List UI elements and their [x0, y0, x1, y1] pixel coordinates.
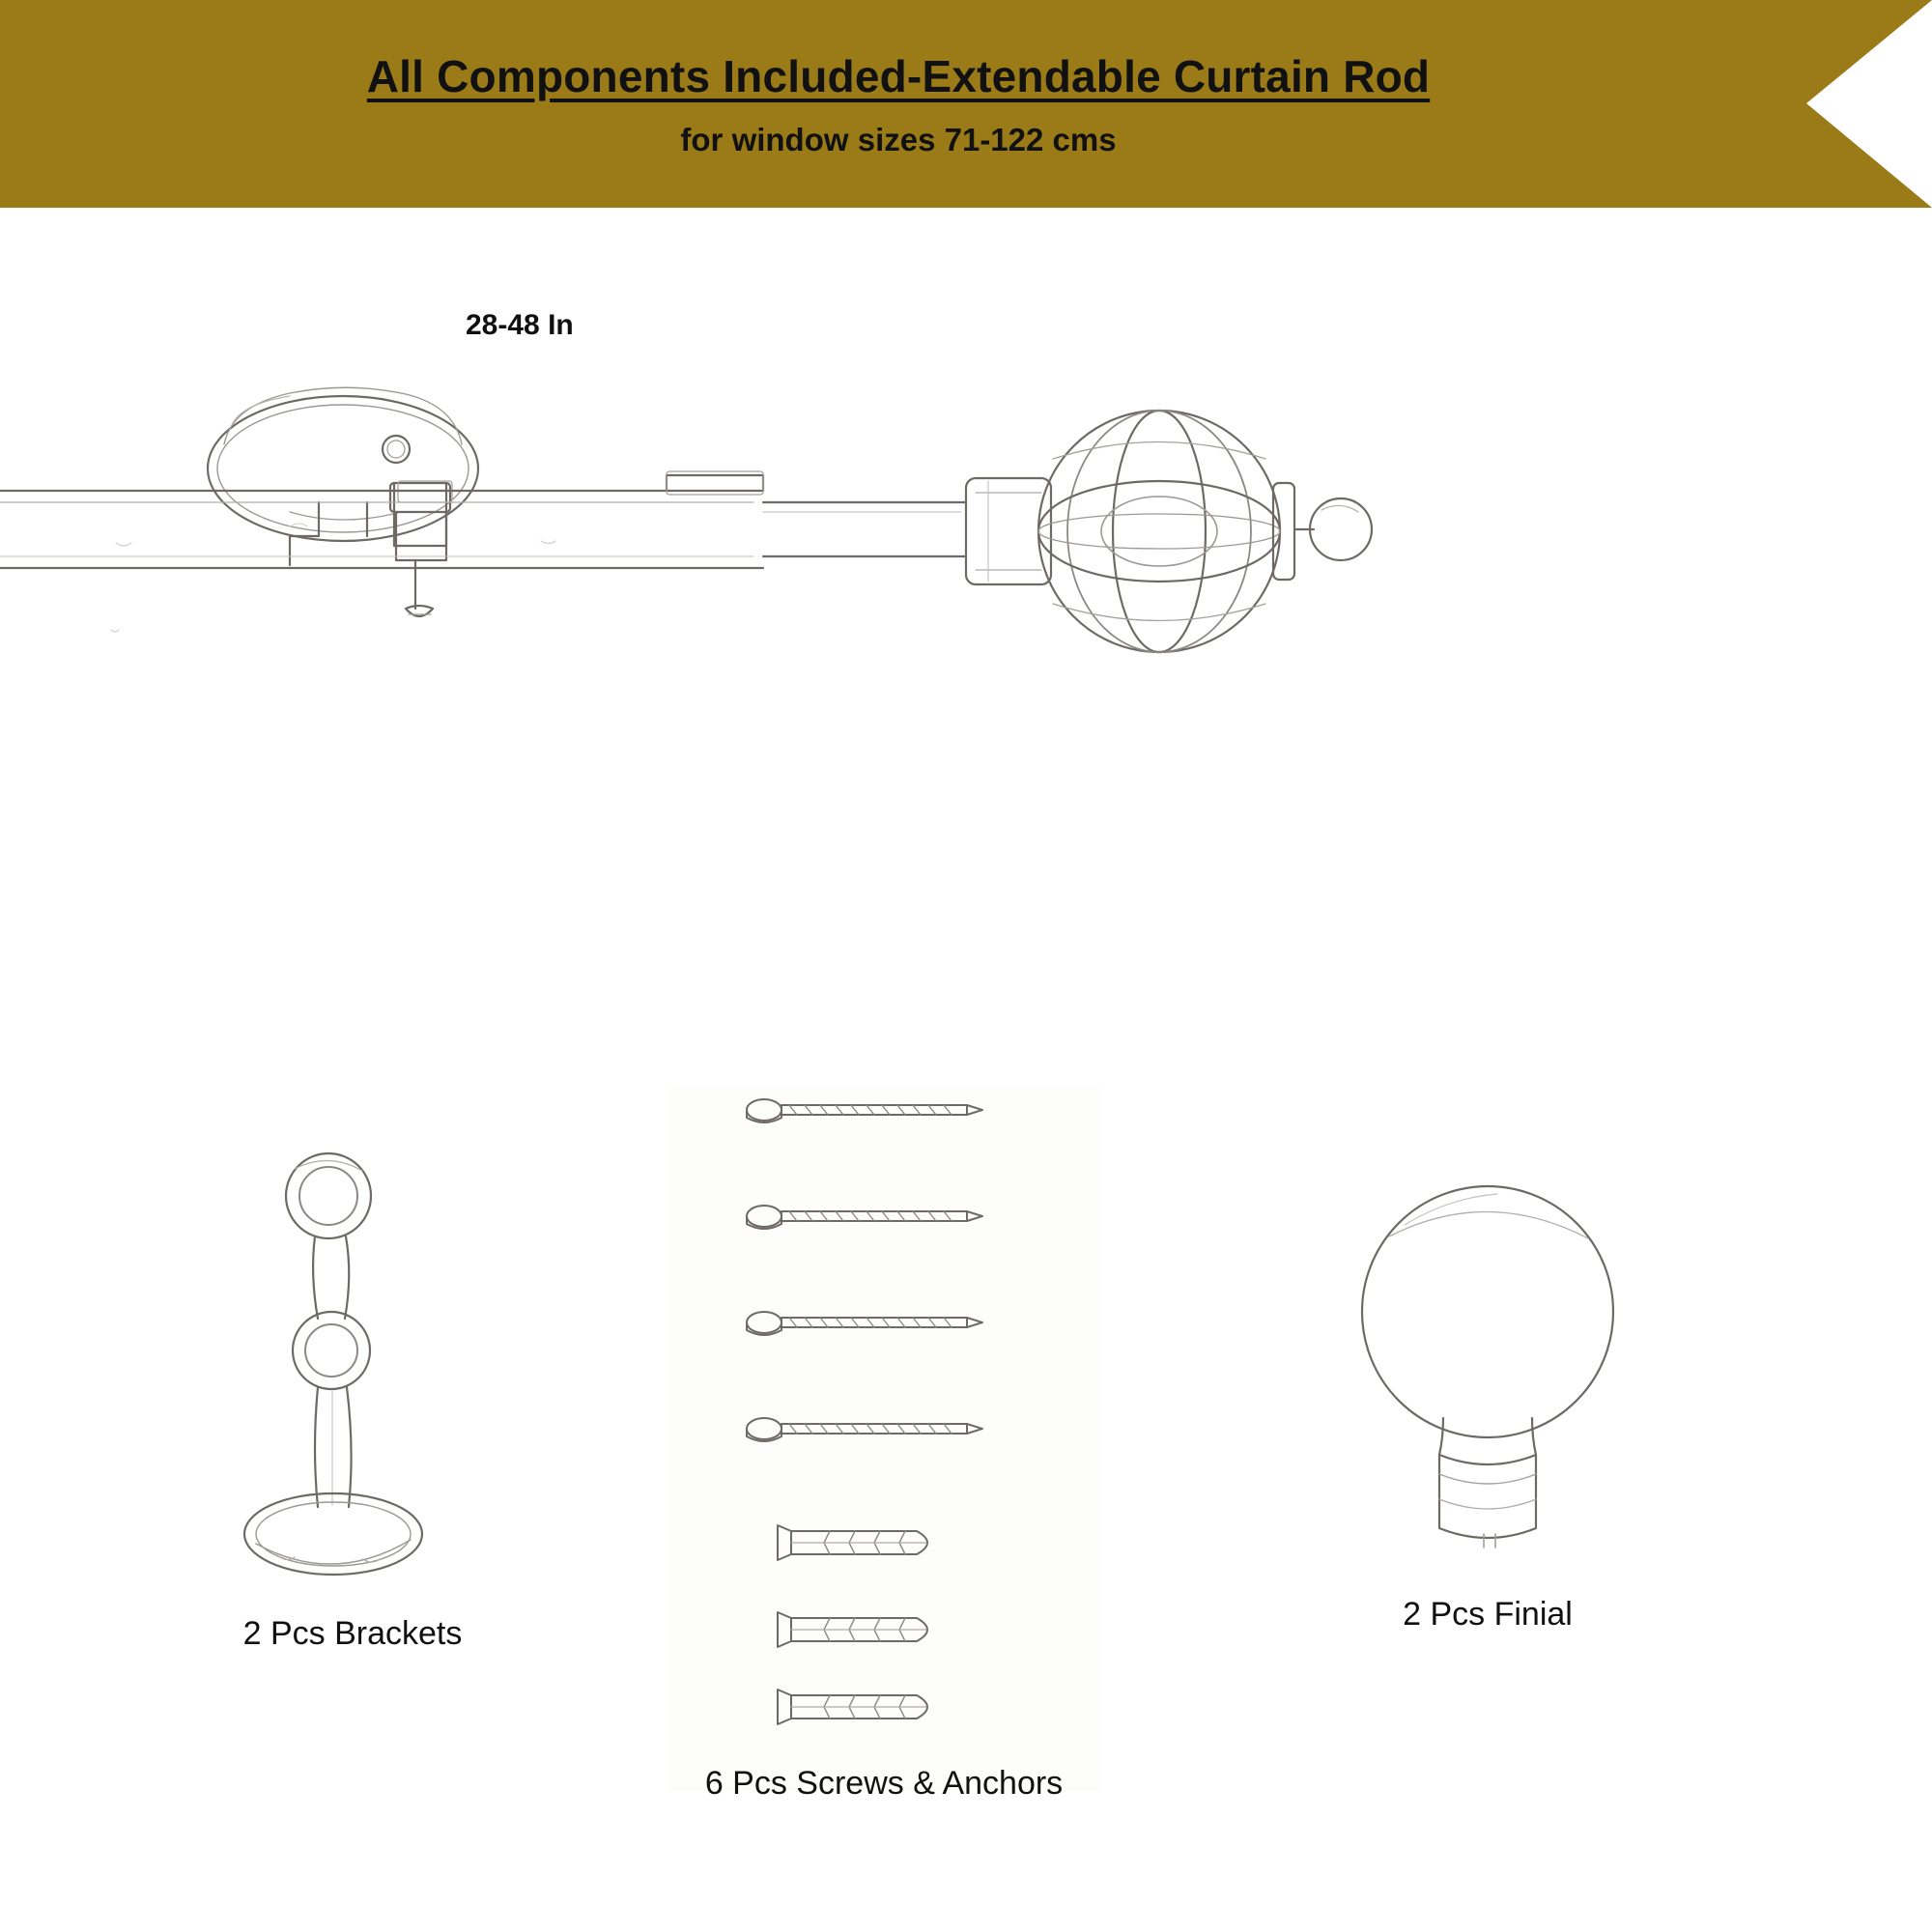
header-banner — [0, 0, 1932, 208]
curtain-rod-bracket-icon — [217, 1150, 488, 1604]
part-finial-caption: 2 Pcs Finial — [1403, 1596, 1573, 1633]
cage-ball-finial — [1038, 411, 1280, 652]
curtain-rod-illustration — [0, 367, 1662, 850]
part-brackets-caption: 2 Pcs Brackets — [242, 1615, 463, 1652]
bracket-clamp — [390, 481, 452, 560]
part-screws-caption: 6 Pcs Screws & Anchors — [704, 1765, 1064, 1802]
finial-tip — [1273, 483, 1372, 580]
inner-rod-tube — [763, 502, 966, 556]
page-subtitle: for window sizes 71-122 cms — [680, 121, 1117, 157]
part-screws-anchors — [667, 1087, 1101, 1804]
ball-finial-icon — [1343, 1169, 1633, 1584]
included-parts-section — [0, 1053, 1932, 1903]
part-finial — [1275, 1169, 1700, 1635]
page-title: All Components Included-Extendable Curtain Rod — [366, 50, 1431, 101]
bracket-neck — [290, 502, 367, 565]
rod-dimension-label: 28-48 In — [466, 309, 574, 341]
bracket-wall-plate — [208, 387, 478, 541]
screws-and-anchors-icon — [739, 1087, 1029, 1753]
part-brackets — [145, 1150, 560, 1655]
